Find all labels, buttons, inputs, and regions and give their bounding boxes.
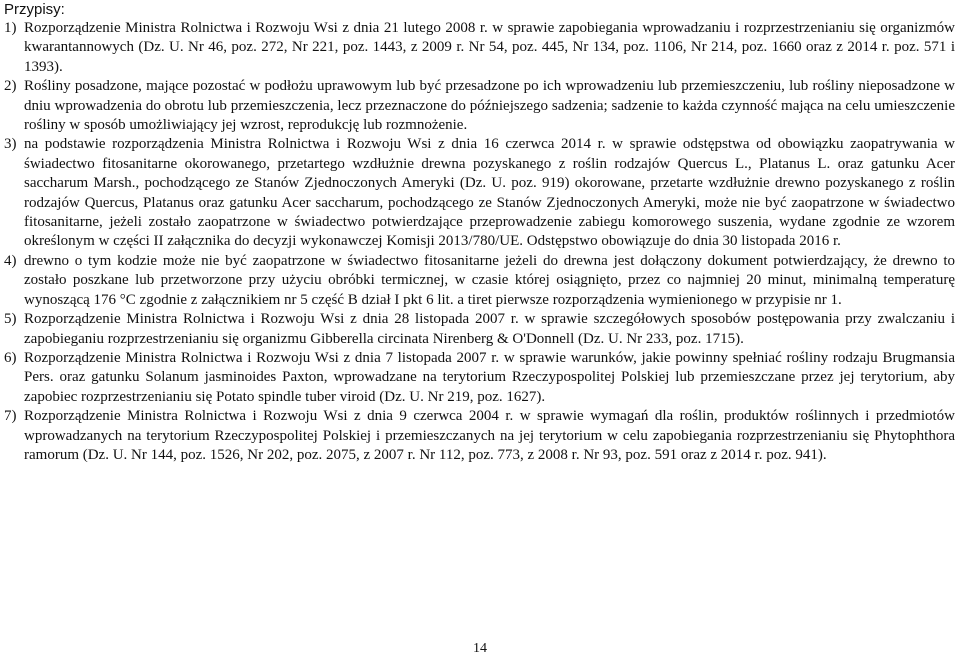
footnote-number: 4): [4, 252, 17, 269]
footnote-3: [4, 135, 955, 251]
footnote-1: [4, 19, 955, 77]
footnote-text: Rozporządzenie Ministra Rolnictwa i Rozwoju Wsi z dnia 28 listopada 2007 r. w sprawie szczegółowych sposobów postępowania przy zwalczaniu i zapobieganiu rozprzestrzenianiu się organizmu Gibberella circinata Nirenberg & O'Donnell (Dz. U. Nr 233, poz. 1715).: [24, 311, 955, 347]
footnote-text: Rozporządzenie Ministra Rolnictwa i Rozwoju Wsi z dnia 9 czerwca 2004 r. w sprawie wymagań dla roślin, produktów roślinnych i przedmiotów wprowadzanych na terytorium Rzeczypospolitej Polskiej i przemieszczanych na jej terytorium w celu zapobiegania rozprzestrzenianiu się Phytophthora ramorum (Dz. U. Nr 144, poz. 1526, Nr 202, poz. 2075, z 2007 r. Nr 112, poz. 773, z 2008 r. Nr 93, poz. 591 oraz z 2014 r. poz. 941).: [24, 408, 955, 463]
footnote-5: [4, 310, 955, 349]
footnote-number: 2): [4, 78, 17, 95]
footnotes-heading: Przypisy:: [4, 1, 65, 18]
footnote-7: [4, 407, 955, 465]
footnote-number: 1): [4, 20, 17, 36]
footnote-number: 3): [4, 136, 17, 153]
footnote-number: 6): [4, 349, 17, 366]
page-number: 14: [473, 641, 487, 656]
footnotes-list: [4, 19, 955, 465]
footnote-number: 7): [4, 408, 17, 425]
footnote-text: Rozporządzenie Ministra Rolnictwa i Rozwoju Wsi z dnia 21 lutego 2008 r. w sprawie zapobiegania wprowadzaniu i rozprzestrzenianiu się organizmów kwarantannowych (Dz. U. Nr 46, poz. 272, Nr 221, poz. 1443, z 2009 r. Nr 54, poz. 445, Nr 134, poz. 1106, Nr 214, poz. 1660 oraz z 2014 r. poz. 571 i 1393).: [24, 20, 955, 75]
footnote-text: drewno o tym kodzie może nie być zaopatrzone w świadectwo fitosanitarne jeżeli do drewna jest dołączony dokument potwierdzający, że drewno to zostało poszkane lub przetworzone przy użyciu obróbki termicznej, w czasie której osiągnięto, przez co najmniej 20 minut, minimalną temperaturę wynoszącą 176 °C zgodnie z załącznikiem nr 5 część B dział I pkt 6 lit. a tiret pierwsze rozporządzenia wymienionego w przypisie nr 1.: [24, 252, 955, 308]
footnote-6: [4, 349, 955, 407]
footnote-text: Rozporządzenie Ministra Rolnictwa i Rozwoju Wsi z dnia 7 listopada 2007 r. w sprawie warunków, jakie powinny spełniać rośliny rodzaju Brugmansia Pers. oraz gatunku Solanum jasminoides Paxton, wprowadzane na terytorium Rzeczypospolitej Polskiej lub przemieszczane przez jej terytorium, aby zapobiec rozprzestrzenianiu się Potato spindle tuber viroid (Dz. U. Nr 219, poz. 1627).: [24, 349, 955, 405]
footnote-number: 5): [4, 311, 17, 328]
footnote-2: [4, 77, 955, 135]
footnote-text: Rośliny posadzone, mające pozostać w podłożu uprawowym lub być przesadzone po ich wprowadzeniu lub przemieszczeniu, lub rośliny nieposadzone w dniu wprowadzenia do obrotu lub przemieszczenia, lecz przeznaczone do późniejszego sadzenia; sadzenie to każda czynność mająca na celu umieszczenie rośliny w sposób umożliwiający jej wzrost, reprodukcję lub rozmnożenie.: [24, 78, 955, 134]
footnote-text: na podstawie rozporządzenia Ministra Rolnictwa i Rozwoju Wsi z dnia 16 czerwca 2014 r. w sprawie odstępstwa od obowiązku zaopatrywania w świadectwo fitosanitarne okorowanego, przetartego wzdłużnie drewna pozyskanego z roślin rodzajów Quercus L., Platanus L. oraz gatunku Acer saccharum Marsh., pochodzącego ze Stanów Zjednoczonych Ameryki (Dz. U. poz. 919) okorowane, przetarte wzdłużnie drewno pozyskanego z roślin rodzajów Quercus, Platanus oraz gatunku Acer saccharum, pochodzącego ze Stanów Zjednoczonych Ameryki, może nie być zaopatrzone w świadectwo fitosanitarne, jeżeli zostało zaopatrzone w świadectwo potwierdzające przeprowadzenie zabiegu komorowego suszenia, wydane zgodnie ze wzorem określonym w części II załącznika do decyzji wykonawczej Komisji 2013/780/UE. Odstępstwo obowiązuje do dnia 30 listopada 2016 r.: [24, 136, 955, 250]
footnote-4: [4, 252, 955, 310]
